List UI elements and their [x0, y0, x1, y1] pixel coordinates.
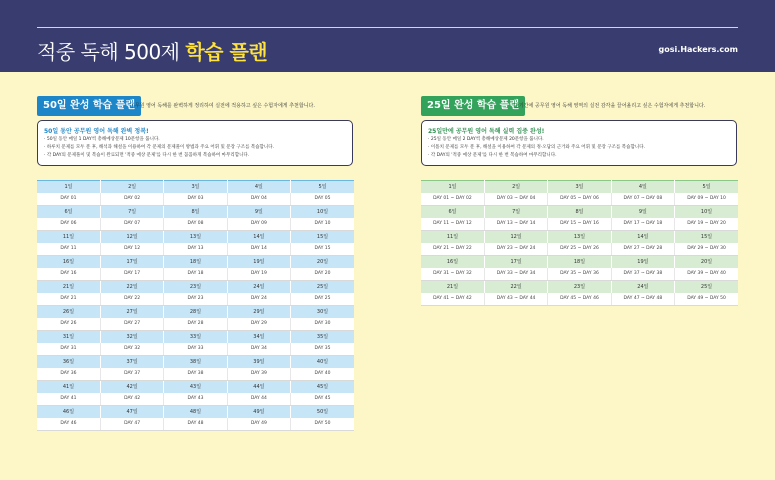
schedule-range-cell: DAY 42 — [100, 393, 163, 406]
schedule-day-cell: 20일 — [675, 256, 738, 268]
schedule-range-cell: DAY 43 ~ DAY 44 — [484, 293, 547, 306]
site-url: gosi.Hackers.com — [658, 45, 738, 54]
schedule-range-cell: DAY 22 — [100, 293, 163, 306]
schedule-range-cell: DAY 12 — [100, 243, 163, 256]
schedule-day-cell: 3일 — [548, 181, 611, 193]
schedule-range-cell: DAY 29 ~ DAY 30 — [675, 243, 738, 256]
schedule-range-row — [37, 418, 354, 431]
schedule-range-cell: DAY 05 — [291, 193, 354, 206]
plan-50-bullet: · 하루치 문제를 모두 푼 후, 해석과 해설을 이용하여 각 문제의 문제풀이 방법과 주요 어휘 및 문장 구조를 복습합니다. — [44, 144, 274, 152]
plan-25-panel — [421, 96, 739, 158]
schedule-day-row — [421, 206, 738, 218]
schedule-range-cell: DAY 15 ~ DAY 16 — [548, 218, 611, 231]
schedule-day-row — [37, 206, 354, 218]
schedule-day-cell: 7일 — [484, 206, 547, 218]
schedule-range-cell: DAY 44 — [227, 393, 290, 406]
schedule-day-row — [37, 281, 354, 293]
schedule-day-cell: 23일 — [548, 281, 611, 293]
schedule-day-cell: 21일 — [37, 281, 100, 293]
schedule-day-cell: 41일 — [37, 381, 100, 393]
schedule-day-cell: 1일 — [421, 181, 484, 193]
schedule-day-cell: 33일 — [164, 331, 227, 343]
schedule-day-cell: 47일 — [100, 406, 163, 418]
schedule-day-cell: 3일 — [164, 181, 227, 193]
schedule-range-row — [37, 293, 354, 306]
schedule-day-cell: 16일 — [421, 256, 484, 268]
schedule-range-cell: DAY 01 ~ DAY 02 — [421, 193, 484, 206]
schedule-day-cell: 10일 — [675, 206, 738, 218]
schedule-range-row — [421, 243, 738, 256]
schedule-day-cell: 14일 — [227, 231, 290, 243]
schedule-range-cell: DAY 01 — [37, 193, 100, 206]
schedule-day-cell: 26일 — [37, 306, 100, 318]
schedule-day-cell: 49일 — [227, 406, 290, 418]
schedule-range-cell: DAY 07 ~ DAY 08 — [611, 193, 674, 206]
plan-50-bullet: · 50일 동안 매일 1 DAY씩 총해예상문제 10문항을 풉니다. — [44, 136, 274, 144]
schedule-day-cell: 20일 — [291, 256, 354, 268]
schedule-day-row — [37, 306, 354, 318]
schedule-day-cell: 9일 — [611, 206, 674, 218]
plan-25-badge: 25일 완성 학습 플랜 — [421, 96, 525, 116]
schedule-range-cell: DAY 33 — [164, 343, 227, 356]
plan-50-schedule-table — [37, 180, 354, 431]
schedule-day-cell: 25일 — [675, 281, 738, 293]
schedule-day-row — [37, 381, 354, 393]
schedule-range-cell: DAY 11 — [37, 243, 100, 256]
schedule-day-cell: 19일 — [611, 256, 674, 268]
schedule-range-cell: DAY 50 — [291, 418, 354, 431]
schedule-day-cell: 4일 — [611, 181, 674, 193]
schedule-range-cell: DAY 25 — [291, 293, 354, 306]
schedule-day-cell: 30일 — [291, 306, 354, 318]
schedule-range-cell: DAY 39 — [227, 368, 290, 381]
schedule-day-cell: 35일 — [291, 331, 354, 343]
schedule-day-cell: 38일 — [164, 356, 227, 368]
schedule-day-cell: 12일 — [100, 231, 163, 243]
schedule-range-cell: DAY 37 ~ DAY 38 — [611, 268, 674, 281]
schedule-range-cell: DAY 23 — [164, 293, 227, 306]
schedule-day-cell: 21일 — [421, 281, 484, 293]
schedule-day-cell: 17일 — [100, 256, 163, 268]
schedule-day-cell: 7일 — [100, 206, 163, 218]
page-title-highlight: 학습 플랜 — [185, 40, 268, 64]
schedule-day-cell: 37일 — [100, 356, 163, 368]
schedule-day-cell: 13일 — [548, 231, 611, 243]
schedule-day-cell: 13일 — [164, 231, 227, 243]
schedule-range-cell: DAY 38 — [164, 368, 227, 381]
schedule-range-row — [37, 318, 354, 331]
schedule-range-cell: DAY 06 — [37, 218, 100, 231]
plan-25-bullet: · 각 DAY의 '적중 예상 문제'를 다시 한 번 복습하여 마무리합니다. — [428, 152, 645, 160]
plan-25-schedule-table — [421, 180, 738, 306]
schedule-range-row — [37, 343, 354, 356]
schedule-day-cell: 36일 — [37, 356, 100, 368]
schedule-day-cell: 16일 — [37, 256, 100, 268]
schedule-day-row — [421, 281, 738, 293]
schedule-range-cell: DAY 43 — [164, 393, 227, 406]
schedule-range-row — [37, 268, 354, 281]
plan-50-panel — [37, 96, 355, 158]
schedule-range-cell: DAY 20 — [291, 268, 354, 281]
schedule-range-cell: DAY 07 — [100, 218, 163, 231]
schedule-day-cell: 5일 — [675, 181, 738, 193]
header-rule — [37, 27, 738, 28]
schedule-range-cell: DAY 19 — [227, 268, 290, 281]
schedule-range-row — [37, 243, 354, 256]
schedule-range-cell: DAY 09 — [227, 218, 290, 231]
schedule-day-cell: 46일 — [37, 406, 100, 418]
schedule-range-cell: DAY 10 — [291, 218, 354, 231]
schedule-day-cell: 15일 — [675, 231, 738, 243]
schedule-day-row — [37, 406, 354, 418]
schedule-day-row — [37, 231, 354, 243]
schedule-day-row — [37, 181, 354, 193]
schedule-day-cell: 6일 — [421, 206, 484, 218]
schedule-day-cell: 17일 — [484, 256, 547, 268]
schedule-day-cell: 32일 — [100, 331, 163, 343]
schedule-range-cell: DAY 19 ~ DAY 20 — [675, 218, 738, 231]
schedule-range-cell: DAY 35 ~ DAY 36 — [548, 268, 611, 281]
plan-25-bullet: · 25일 동안 매일 2 DAY씩 총해예상문제 20문항을 풉니다. — [428, 136, 645, 144]
schedule-day-cell: 2일 — [100, 181, 163, 193]
schedule-day-cell: 11일 — [421, 231, 484, 243]
schedule-range-cell: DAY 35 — [291, 343, 354, 356]
schedule-range-cell: DAY 48 — [164, 418, 227, 431]
schedule-day-row — [37, 356, 354, 368]
schedule-day-cell: 14일 — [611, 231, 674, 243]
schedule-range-cell: DAY 45 — [291, 393, 354, 406]
schedule-range-cell: DAY 40 — [291, 368, 354, 381]
schedule-range-row — [37, 218, 354, 231]
page-title-plain: 적중 독해 500제 — [37, 40, 186, 64]
schedule-day-cell: 8일 — [548, 206, 611, 218]
schedule-range-cell: DAY 39 ~ DAY 40 — [675, 268, 738, 281]
plan-25-bullet: · 이틀치 문제를 모두 푼 후, 해설을 이용하여 각 문제의 정·오답의 근거와 주요 어휘 및 문장 구조를 복습합니다. — [428, 144, 645, 152]
plan-50-box-title: 50일 동안 공무원 영어 독해 완벽 정복! — [44, 128, 149, 135]
schedule-day-cell: 43일 — [164, 381, 227, 393]
schedule-range-cell: DAY 28 — [164, 318, 227, 331]
schedule-range-cell: DAY 08 — [164, 218, 227, 231]
schedule-range-cell: DAY 05 ~ DAY 06 — [548, 193, 611, 206]
schedule-range-cell: DAY 15 — [291, 243, 354, 256]
schedule-range-row — [421, 293, 738, 306]
schedule-day-cell: 23일 — [164, 281, 227, 293]
plan-50-info-box — [37, 120, 353, 166]
schedule-range-cell: DAY 13 — [164, 243, 227, 256]
schedule-range-cell: DAY 21 ~ DAY 22 — [421, 243, 484, 256]
schedule-range-cell: DAY 29 — [227, 318, 290, 331]
schedule-range-row — [421, 193, 738, 206]
plan-25-info-box — [421, 120, 737, 166]
schedule-day-cell: 1일 — [37, 181, 100, 193]
schedule-range-cell: DAY 25 ~ DAY 26 — [548, 243, 611, 256]
schedule-day-cell: 44일 — [227, 381, 290, 393]
schedule-day-cell: 34일 — [227, 331, 290, 343]
schedule-day-row — [421, 231, 738, 243]
plan-50-badge: 50일 완성 학습 플랜 — [37, 96, 141, 116]
schedule-range-cell: DAY 27 ~ DAY 28 — [611, 243, 674, 256]
schedule-range-cell: DAY 41 ~ DAY 42 — [421, 293, 484, 306]
schedule-day-cell: 18일 — [164, 256, 227, 268]
schedule-range-row — [37, 193, 354, 206]
schedule-range-cell: DAY 17 — [100, 268, 163, 281]
schedule-range-cell: DAY 30 — [291, 318, 354, 331]
schedule-day-cell: 9일 — [227, 206, 290, 218]
schedule-day-cell: 50일 — [291, 406, 354, 418]
schedule-range-cell: DAY 33 ~ DAY 34 — [484, 268, 547, 281]
schedule-range-cell: DAY 36 — [37, 368, 100, 381]
schedule-day-row — [37, 331, 354, 343]
plan-50-bullet: · 각 DAY의 문제풀이 및 복습이 완료되면 '적중 예상 문제'를 다시 한 번 꼼꼼하게 복습하여 마무리합니다. — [44, 152, 274, 160]
schedule-range-row — [37, 393, 354, 406]
schedule-day-cell: 2일 — [484, 181, 547, 193]
schedule-range-cell: DAY 31 — [37, 343, 100, 356]
schedule-day-cell: 22일 — [100, 281, 163, 293]
page-title — [37, 36, 267, 65]
schedule-range-cell: DAY 14 — [227, 243, 290, 256]
schedule-day-cell: 25일 — [291, 281, 354, 293]
schedule-range-cell: DAY 41 — [37, 393, 100, 406]
schedule-day-cell: 24일 — [611, 281, 674, 293]
schedule-range-row — [421, 218, 738, 231]
schedule-range-cell: DAY 47 ~ DAY 48 — [611, 293, 674, 306]
schedule-range-cell: DAY 03 ~ DAY 04 — [484, 193, 547, 206]
schedule-range-cell: DAY 46 — [37, 418, 100, 431]
schedule-range-cell: DAY 45 ~ DAY 46 — [548, 293, 611, 306]
schedule-day-cell: 24일 — [227, 281, 290, 293]
schedule-range-cell: DAY 23 ~ DAY 24 — [484, 243, 547, 256]
schedule-range-cell: DAY 31 ~ DAY 32 — [421, 268, 484, 281]
plan-25-description: 단기간에 공무원 영어 독해 영역의 실전 감각을 끌어올리고 싶은 수험자에게 추천합니다. — [514, 103, 706, 109]
schedule-range-cell: DAY 49 ~ DAY 50 — [675, 293, 738, 306]
schedule-range-cell: DAY 26 — [37, 318, 100, 331]
schedule-day-cell: 42일 — [100, 381, 163, 393]
schedule-day-cell: 10일 — [291, 206, 354, 218]
schedule-day-cell: 19일 — [227, 256, 290, 268]
schedule-day-cell: 5일 — [291, 181, 354, 193]
schedule-day-row — [37, 256, 354, 268]
schedule-range-cell: DAY 37 — [100, 368, 163, 381]
schedule-range-cell: DAY 47 — [100, 418, 163, 431]
schedule-day-cell: 28일 — [164, 306, 227, 318]
schedule-range-cell: DAY 17 ~ DAY 18 — [611, 218, 674, 231]
schedule-day-cell: 48일 — [164, 406, 227, 418]
schedule-range-cell: DAY 03 — [164, 193, 227, 206]
schedule-day-cell: 39일 — [227, 356, 290, 368]
plan-50-bullet-list — [44, 136, 274, 160]
schedule-day-cell: 8일 — [164, 206, 227, 218]
schedule-day-cell: 11일 — [37, 231, 100, 243]
schedule-range-cell: DAY 16 — [37, 268, 100, 281]
plan-50-description: 공무원 영어 독해를 완벽하게 정리하여 실전에 적용하고 싶은 수험자에게 추천합니다. — [130, 103, 315, 109]
schedule-day-row — [421, 181, 738, 193]
schedule-day-cell: 45일 — [291, 381, 354, 393]
plan-25-box-title: 25일만에 공무원 영어 독해 실력 집중 완성! — [428, 128, 545, 135]
schedule-range-cell: DAY 32 — [100, 343, 163, 356]
schedule-day-cell: 22일 — [484, 281, 547, 293]
schedule-day-cell: 40일 — [291, 356, 354, 368]
schedule-range-cell: DAY 18 — [164, 268, 227, 281]
schedule-range-cell: DAY 24 — [227, 293, 290, 306]
schedule-range-cell: DAY 09 ~ DAY 10 — [675, 193, 738, 206]
schedule-day-cell: 6일 — [37, 206, 100, 218]
schedule-day-cell: 31일 — [37, 331, 100, 343]
schedule-day-cell: 27일 — [100, 306, 163, 318]
schedule-range-cell: DAY 49 — [227, 418, 290, 431]
schedule-range-cell: DAY 02 — [100, 193, 163, 206]
schedule-range-cell: DAY 13 ~ DAY 14 — [484, 218, 547, 231]
schedule-range-cell: DAY 21 — [37, 293, 100, 306]
schedule-range-cell: DAY 04 — [227, 193, 290, 206]
schedule-day-cell: 29일 — [227, 306, 290, 318]
schedule-range-cell: DAY 34 — [227, 343, 290, 356]
page-header — [0, 0, 775, 72]
schedule-day-row — [421, 256, 738, 268]
schedule-range-cell: DAY 27 — [100, 318, 163, 331]
schedule-day-cell: 4일 — [227, 181, 290, 193]
schedule-range-row — [37, 368, 354, 381]
schedule-range-row — [421, 268, 738, 281]
schedule-range-cell: DAY 11 ~ DAY 12 — [421, 218, 484, 231]
schedule-day-cell: 18일 — [548, 256, 611, 268]
schedule-day-cell: 12일 — [484, 231, 547, 243]
schedule-day-cell: 15일 — [291, 231, 354, 243]
plan-25-bullet-list — [428, 136, 645, 160]
